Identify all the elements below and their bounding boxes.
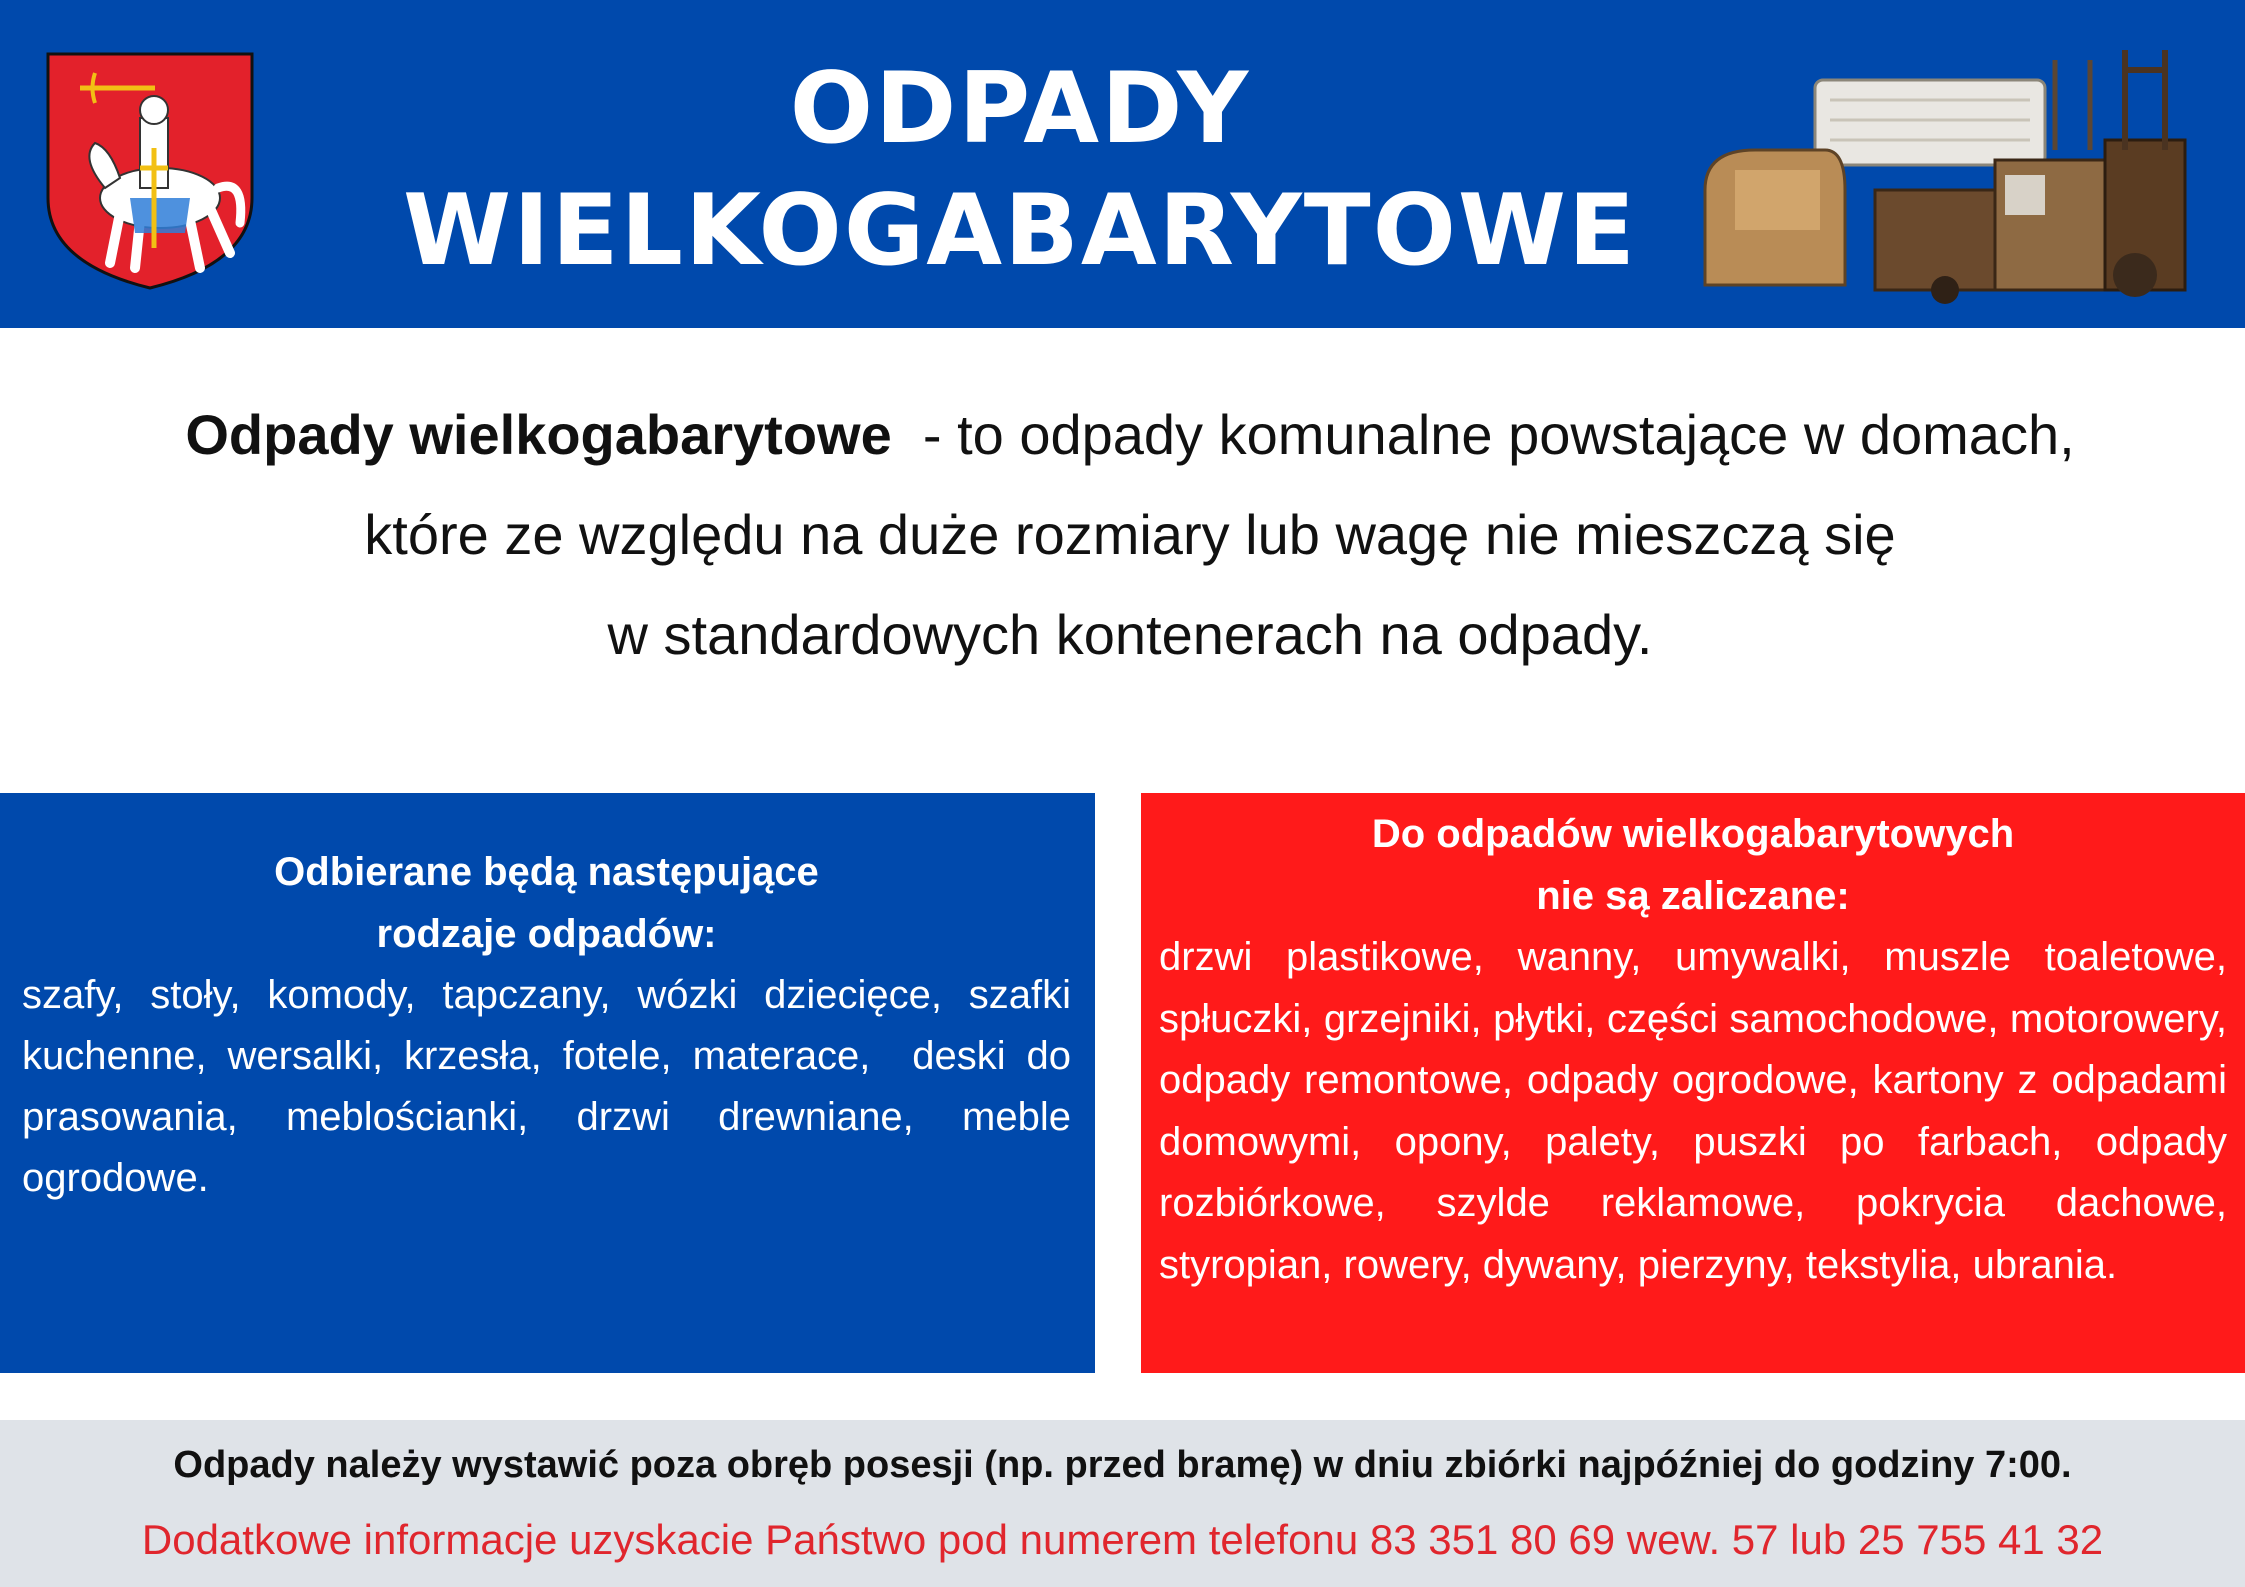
- intro-term: Odpady wielkogabarytowe: [185, 403, 892, 466]
- intro-line-3: w standardowych kontenerach na odpady.: [607, 603, 1653, 666]
- accepted-heading-line-1: Odbierane będą następujące: [274, 850, 819, 894]
- page-title: [360, 48, 1680, 292]
- title-line-2: WIELKOGABARYTOWE: [403, 174, 1637, 288]
- excluded-waste-panel: [1141, 793, 2245, 1373]
- excluded-panel-heading: [1159, 803, 2227, 927]
- footer-deadline-note: Odpady należy wystawić poza obręb posesji (np. przed bramę) w dniu zbiórki najpóźniej do godziny 7:00.: [173, 1444, 2072, 1486]
- intro-line-1: [40, 385, 2220, 485]
- intro-definition: [40, 385, 2220, 685]
- intro-line-1-rest: - to odpady komunalne powstające w domach,: [891, 403, 2075, 466]
- excluded-heading-line-2: nie są zaliczane:: [1536, 874, 1850, 918]
- accepted-panel-heading: [22, 841, 1071, 965]
- footer-notice: [0, 1420, 2245, 1587]
- accepted-waste-panel: [0, 793, 1095, 1373]
- footer-contact-info: Dodatkowe informacje uzyskacie Państwo pod numerem telefonu 83 351 80 69 wew. 57 lub 25 755 41 32: [141, 1516, 2104, 1563]
- excluded-waste-list: drzwi plastikowe, wanny, umywalki, muszle toaletowe, spłuczki, grzejniki, płytki, części samochodowe, motorowery, odpady remontowe, odpady ogrodowe, kartony z odpadami domowymi, opony, palety, puszki po farbach, odpady rozbiórkowe, szylde reklamowe, pokrycia dachowe, styropian, rowery, dywany, pierzyny, tekstylia, ubrania.: [1159, 935, 2227, 1287]
- title-line-1: ODPADY: [789, 52, 1251, 166]
- furniture-pile-icon: [1695, 40, 2205, 310]
- intro-line-2: które ze względu na duże rozmiary lub wagę nie mieszczą się: [364, 503, 1896, 566]
- accepted-waste-list: szafy, stoły, komody, tapczany, wózki dziecięce, szafki kuchenne, wersalki, krzesła, fotele, materace, deski do prasowania, meblościanki, drzwi drewniane, meble ogrodowe.: [22, 973, 1083, 1200]
- accepted-heading-line-2: rodzaje odpadów:: [376, 912, 717, 956]
- coat-of-arms-icon: [40, 48, 260, 293]
- header-banner: [0, 0, 2245, 328]
- excluded-heading-line-1: Do odpadów wielkogabarytowych: [1371, 812, 2015, 856]
